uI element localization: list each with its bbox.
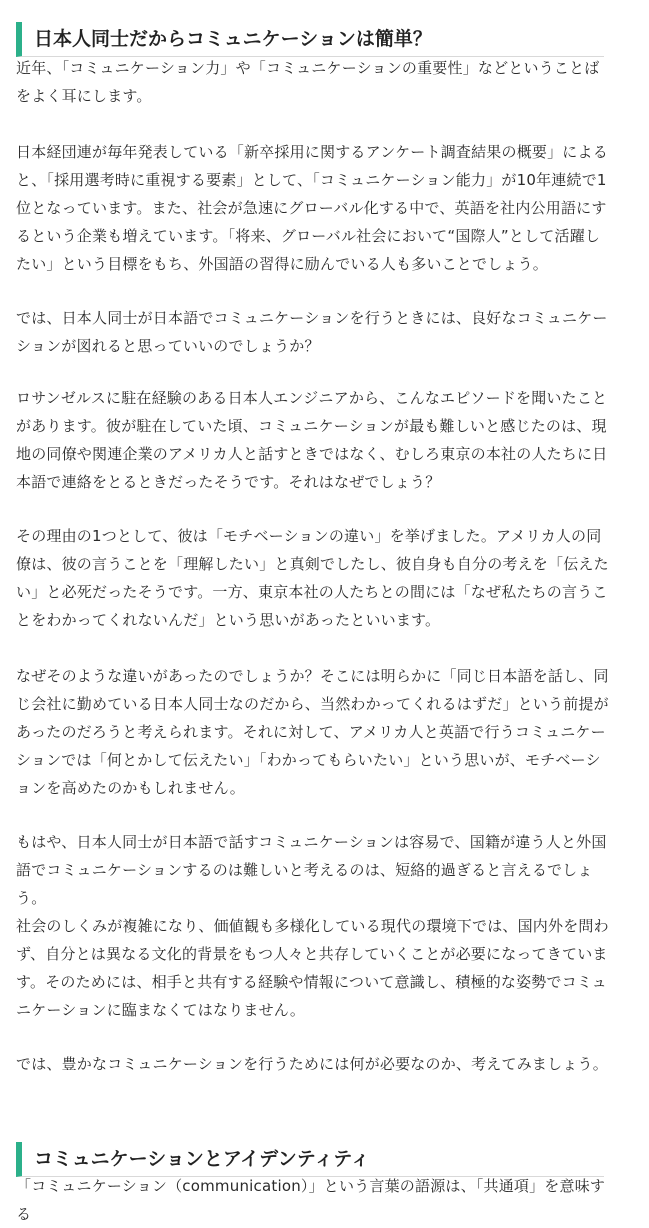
paragraph: 社会のしくみが複雑になり、価値観も多様化している現代の環境下では、国内外を問わず、自分とは異なる文化的背景をもつ人々と共存していくことが必要になってきています。そのためには、相手と共有する経験や情報について意識し、積極的な姿勢でコミュニケーションに臨まなくてはなりません。 bbox=[16, 917, 609, 1019]
section-heading: 日本人同士だからコミュニケーションは簡単？ bbox=[16, 22, 604, 57]
paragraph: ロサンゼルスに駐在経験のある日本人エンジニアから、こんなエピソードを聞いたことがあります。彼が駐在していた頃、コミュニケーションが最も難しいと感じたのは、現地の同僚や関連企業のアメリカ人と話すときではなく、むしろ東京の本社の人たちに日本語で連絡をとるときだったそうです。それはなぜでしょう？ bbox=[16, 389, 608, 491]
paragraph: では、日本人同士が日本語でコミュニケーションを行うときには、良好なコミュニケーションが図れると思っていいのでしょうか？ bbox=[16, 309, 608, 355]
paragraph: なぜそのような違いがあったのでしょうか？そこには明らかに「同じ日本語を話し、同じ会社に勤めている日本人同士なのだから、当然わかってくれるはずだ」という前提があったのだろうと考えられます。それに対して、アメリカ人と英語で行うコミュニケーションでは「何とかして伝えたい」「わかってもらいたい」という思いが、モチベーションを高めたのかもしれません。 bbox=[16, 667, 609, 797]
section-heading: コミュニケーションとアイデンティティ bbox=[16, 1142, 604, 1177]
paragraph: 近年、「コミュニケーション力」や「コミュニケーションの重要性」などということばをよく耳にします。 bbox=[16, 59, 600, 105]
paragraph: 「コミュニケーション（communication）」という言葉の語源は、「共通項」を意味する bbox=[16, 1177, 606, 1223]
paragraph: 日本経団連が毎年発表している「新卒採用に関するアンケート調査結果の概要」によると、「採用選考時に重視する要素」として、「コミュニケーション能力」が10年連続で1位となっています。また、社会が急速にグローバル化する中で、英語を社内公用語にするという企業も増えています。「将来、グローバル社会において“国際人”として活躍したい」という目標をもち、外国語の習得に励んでいる人も多いことでしょう。 bbox=[16, 143, 608, 273]
paragraph: もはや、日本人同士が日本語で話すコミュニケーションは容易で、国籍が違う人と外国語でコミュニケーションするのは難しいと考えるのは、短絡的過ぎると言えるでしょう。 bbox=[16, 833, 607, 907]
paragraph: その理由の1つとして、彼は「モチベーションの違い」を挙げました。アメリカ人の同僚は、彼の言うことを「理解したい」と真剣でしたし、彼自身も自分の考えを「伝えたい」と必死だったそうです。一方、東京本社の人たちとの間には「なぜ私たちの言うことをわかってくれないんだ」という思いがあったといいます。 bbox=[16, 527, 609, 629]
paragraph: では、豊かなコミュニケーションを行うためには何が必要なのか、考えてみましょう。 bbox=[16, 1055, 608, 1073]
